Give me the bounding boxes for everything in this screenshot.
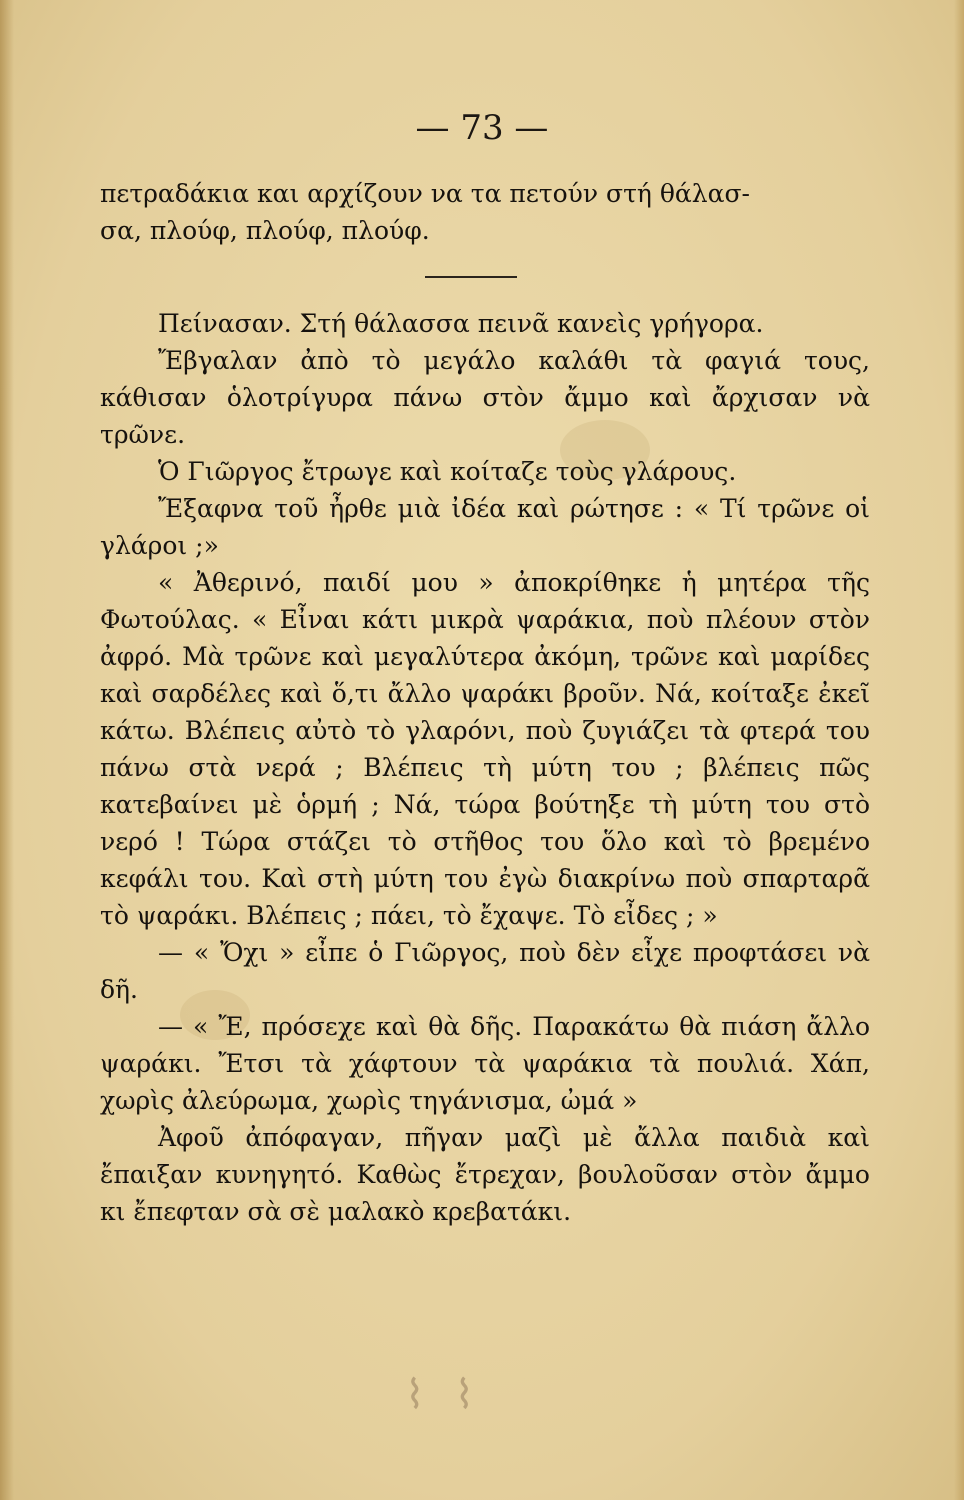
paragraph-7: — « Ἔ, πρόσεχε καὶ θὰ δῆς. Παρακάτω θὰ πιάση ἄλλο ψαράκι. Ἔτσι τὰ χάφτουν τὰ ψαράκια τὰ πουλιά. Χάπ, χωρὶς ἀλεύρωμα, χωρὶς τηγάνισμα, ὠμά » [100,1012,870,1115]
paragraph-1: Πείνασαν. Στή θάλασσα πεινᾶ κανεὶς γρήγορα. [158,309,764,338]
paragraph-2: Ἔβγαλαν ἀπὸ τὸ μεγάλο καλάθι τὰ φαγιά τους, κάθισαν ὁλοτρίγυρα πάνω στὸν ἄμμο καὶ ἄρχισαν νὰ τρῶνε. [100,346,870,449]
continuation-line-2: σα, πλούφ, πλούφ, πλούφ. [100,216,430,245]
paragraph-4: Ἔξαφνα τοῦ ἦρθε μιὰ ἰδέα καὶ ρώτησε : « Τί τρῶνε οἱ γλάροι ;» [100,494,870,560]
faint-bleedthrough-marks: ⌇⌇ [405,1372,505,1418]
section-separator [425,276,517,278]
page-number: — 73 — [415,108,549,148]
body-text [100,175,870,1230]
continuation-line-1: πετραδάκια και αρχίζουν να τα πετούν στή θάλασ- [100,179,750,208]
text-block-main [100,305,870,1230]
page-edge-right [954,0,964,1500]
paragraph-3: Ὁ Γιῶργος ἔτρωγε καὶ κοίταζε τοὺς γλάρους. [158,457,737,486]
page-edge-left [0,0,14,1500]
paragraph-5: « Ἀθερινό, παιδί μου » ἀποκρίθηκε ἡ μητέρα τῆς Φωτούλας. « Εἶναι κάτι μικρὰ ψαράκια, ποὺ πλέουν στὸν ἀφρό. Μὰ τρῶνε καὶ μεγαλύτερα ἀκόμη, τρῶνε καὶ μαρίδες καὶ σαρδέλες καὶ ὅ,τι ἄλλο ψαράκι βροῦν. Νά, κοίταξε ἐκεῖ κάτω. Βλέπεις αὐτὸ τὸ γλαρόνι, ποὺ ζυγιάζει τὰ φτερά του πάνω στὰ νερά ; Βλέπεις τὴ μύτη του ; βλέπεις πῶς κατεβαίνει μὲ ὁρμή ; Νά, τώρα βούτηξε τὴ μύτη του στὸ νερό ! Τώρα στάζει τὸ στῆθος του ὅλο καὶ τὸ βρεμένο κεφάλι του. Καὶ στὴ μύτη του ἐγὼ διακρίνω ποὺ σπαρταρᾶ τὸ ψαράκι. Βλέπεις ; πάει, τὸ ἔχαψε. Τὸ εἶδες ; » [100,568,870,930]
paragraph-6: — « Ὄχι » εἶπε ὁ Γιῶργος, ποὺ δὲν εἶχε προφτάσει νὰ δῆ. [100,938,870,1004]
text-block-continuation [100,175,870,249]
paragraph-8: Ἀφοῦ ἀπόφαγαν, πῆγαν μαζὶ μὲ ἄλλα παιδιὰ καὶ ἔπαιξαν κυνηγητό. Καθὼς ἔτρεχαν, βουλοῦσαν στὸν ἄμμο κι ἔπεφταν σὰ σὲ μαλακὸ κρεβατάκι. [100,1123,870,1226]
